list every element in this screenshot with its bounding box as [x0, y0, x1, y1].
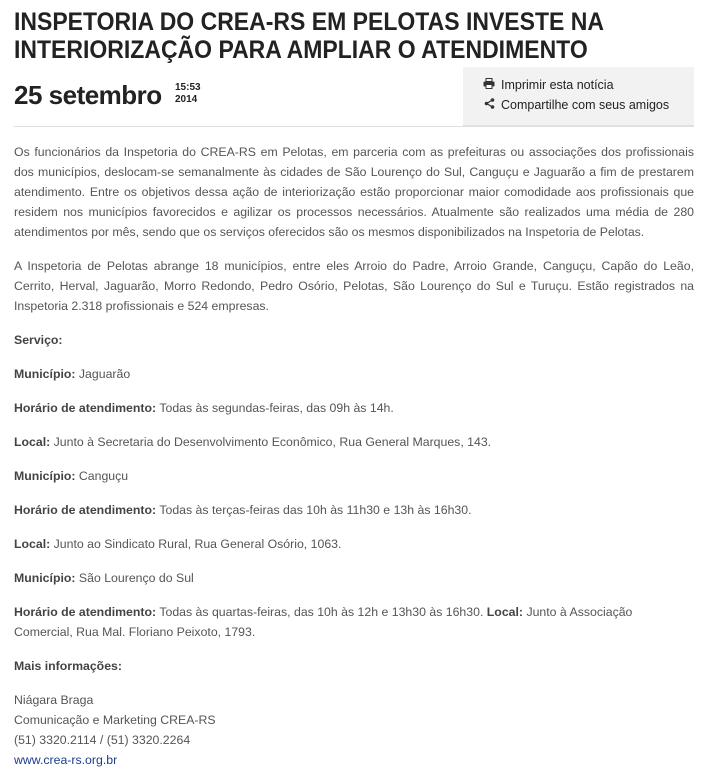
service-2-municipio: Município: Canguçu [14, 469, 129, 483]
article-title-line-2: INTERIORIZAÇÃO PARA AMPLIAR O ATENDIMENTO [14, 36, 588, 64]
print-label: Imprimir esta notícia [501, 78, 614, 92]
service-2-local: Local: Junto ao Sindicato Rural, Rua General Osório, 1063. [14, 537, 342, 551]
article-body [14, 142, 694, 770]
service-3-horario-local: Horário de atendimento: Todas às quartas-feiras, das 10h às 12h e 13h30 às 16h30. Local: Junto à Associação Comercial, Rua Mal. Floriano Peixoto, 1793. [14, 605, 633, 639]
contact-dept: Comunicação e Marketing CREA-RS [14, 713, 216, 727]
service-3-municipio: Município: São Lourenço do Sul [14, 571, 194, 585]
service-1-local: Local: Junto à Secretaria do Desenvolvimento Econômico, Rua General Marques, 143. [14, 435, 492, 449]
service-heading: Serviço: [14, 333, 63, 347]
service-1-horario: Horário de atendimento: Todas às segundas-feiras, das 09h às 14h. [14, 401, 394, 415]
more-info-heading: Mais informações: [14, 659, 122, 673]
paragraph-1: Os funcionários da Inspetoria do CREA-RS em Pelotas, em parceria com as prefeituras ou associações dos profissionais dos municípios, deslocam-se semanalmente às cidades de São Lourenço do Sul, Canguçu e Jaguarão a fim de prestarem atendimento. Entre os objetivos dessa ação de interiorização estão proporcionar maior comodidade aos profissionais que residem nos municípios favorecidos e agilizar os processos necessários. Atualmente são realizados uma média de 280 atendimentos por mês, sendo que os serviços oferecidos são os mesmos disponibilizados na Inspetoria de Pelotas. [14, 145, 694, 239]
printer-icon [482, 78, 496, 92]
header-divider [14, 126, 694, 127]
date-time-year [175, 82, 201, 106]
print-link[interactable] [482, 78, 614, 92]
date-day-month: 25 setembro [14, 80, 162, 110]
publish-year: 2014 [175, 94, 198, 105]
contact-name: Niágara Braga [14, 693, 94, 707]
article-title [14, 8, 640, 64]
service-1-municipio: Município: Jaguarão [14, 367, 131, 381]
contact-block [14, 690, 694, 770]
paragraph-2: A Inspetoria de Pelotas abrange 18 municípios, entre eles Arroio do Padre, Arroio Grande, Canguçu, Capão do Leão, Cerrito, Herval, Jaguarão, Morro Redondo, Pedro Osório, Pelotas, São Lourenço do Sul e Turuçu. Estão registrados na Inspetoria 2.318 profissionais e 524 empresas. [14, 259, 694, 313]
website-link[interactable]: www.crea-rs.org.br [14, 753, 118, 767]
share-icon [482, 98, 496, 112]
publish-time: 15:53 [175, 82, 201, 93]
article-actions-box [463, 67, 694, 126]
contact-phones: (51) 3320.2114 / (51) 3320.2264 [14, 733, 191, 747]
service-2-horario: Horário de atendimento: Todas às terças-feiras das 10h às 11h30 e 13h às 16h30. [14, 503, 472, 517]
share-link[interactable] [482, 98, 669, 112]
share-label: Compartilhe com seus amigos [501, 98, 670, 112]
article-title-line-1: INSPETORIA DO CREA-RS EM PELOTAS INVESTE NA [14, 8, 604, 36]
